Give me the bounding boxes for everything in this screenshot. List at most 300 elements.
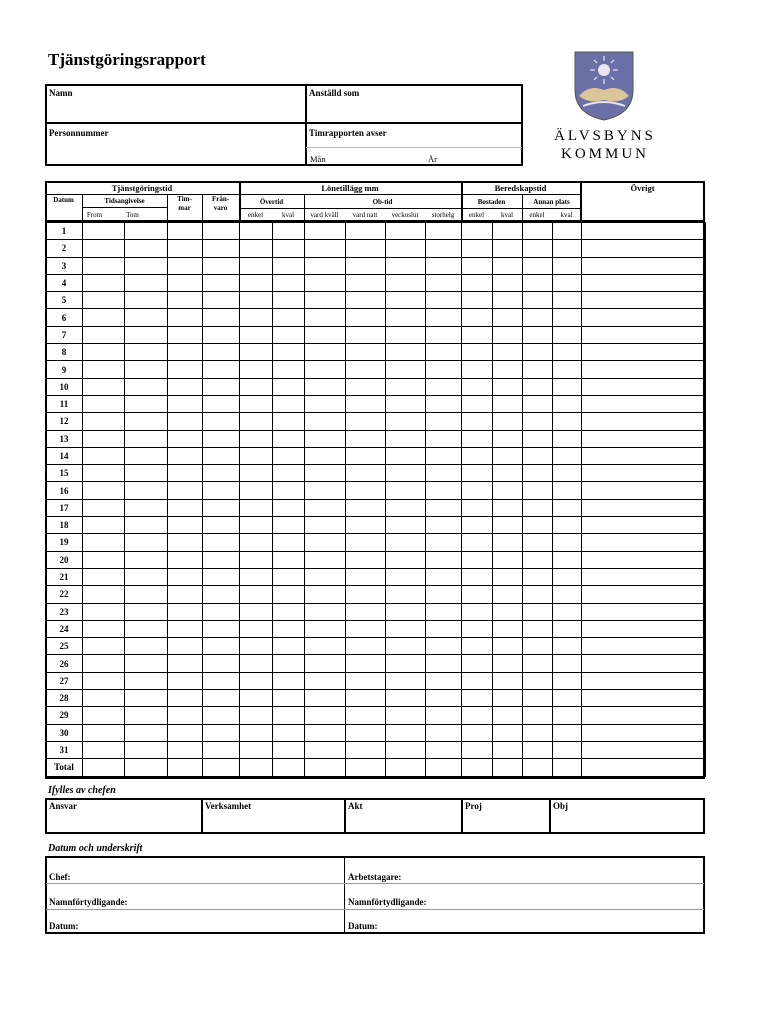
entry-cell[interactable] [426,724,462,741]
entry-cell[interactable] [125,447,168,464]
entry-cell[interactable] [83,309,125,326]
entry-cell[interactable] [346,741,386,758]
entry-cell[interactable] [493,586,523,603]
entry-cell[interactable] [462,309,493,326]
entry-cell[interactable] [493,395,523,412]
entry-cell[interactable] [240,551,273,568]
entry-cell[interactable] [523,447,553,464]
entry-cell[interactable] [305,482,346,499]
entry-cell[interactable] [346,361,386,378]
entry-cell[interactable] [305,534,346,551]
entry-cell[interactable] [493,620,523,637]
entry-cell[interactable] [386,240,426,257]
entry-cell[interactable] [273,655,305,672]
entry-cell[interactable] [240,447,273,464]
entry-cell[interactable] [493,326,523,343]
entry-cell[interactable] [493,568,523,585]
entry-cell[interactable] [553,326,582,343]
entry-cell[interactable] [83,499,125,516]
entry-cell[interactable] [168,395,203,412]
entry-cell[interactable] [493,344,523,361]
entry-cell[interactable] [426,309,462,326]
entry-cell[interactable] [273,759,305,776]
entry-cell[interactable] [305,447,346,464]
entry-cell[interactable] [240,292,273,309]
entry-cell[interactable] [273,344,305,361]
entry-cell[interactable] [305,690,346,707]
entry-cell[interactable] [305,344,346,361]
entry-cell[interactable] [493,655,523,672]
entry-cell[interactable] [168,638,203,655]
entry-cell[interactable] [240,482,273,499]
entry-cell[interactable] [553,482,582,499]
entry-cell[interactable] [386,603,426,620]
entry-cell[interactable] [203,274,240,291]
entry-cell[interactable] [493,309,523,326]
entry-cell[interactable] [386,482,426,499]
entry-cell[interactable] [386,430,426,447]
entry-cell[interactable] [523,690,553,707]
entry-cell[interactable] [523,517,553,534]
entry-cell[interactable] [386,378,426,395]
entry-cell[interactable] [203,724,240,741]
entry-cell[interactable] [83,724,125,741]
entry-cell[interactable] [125,551,168,568]
entry-cell[interactable] [168,482,203,499]
entry-cell[interactable] [168,378,203,395]
entry-cell[interactable] [386,413,426,430]
entry-cell[interactable] [462,344,493,361]
entry-cell[interactable] [426,707,462,724]
entry-cell[interactable] [346,707,386,724]
entry-cell[interactable] [305,309,346,326]
entry-cell[interactable] [203,240,240,257]
entry-cell[interactable] [305,620,346,637]
entry-cell[interactable] [168,361,203,378]
entry-cell[interactable] [346,240,386,257]
entry-cell[interactable] [346,326,386,343]
entry-cell[interactable] [462,447,493,464]
entry-cell[interactable] [125,690,168,707]
entry-cell[interactable] [203,257,240,274]
entry-cell[interactable] [523,326,553,343]
entry-cell[interactable] [83,223,125,240]
entry-cell[interactable] [168,447,203,464]
entry-cell[interactable] [523,430,553,447]
entry-cell[interactable] [553,430,582,447]
entry-cell[interactable] [386,759,426,776]
entry-cell[interactable] [582,551,706,568]
entry-cell[interactable] [426,378,462,395]
entry-cell[interactable] [168,517,203,534]
entry-cell[interactable] [125,309,168,326]
entry-cell[interactable] [125,378,168,395]
entry-cell[interactable] [426,517,462,534]
entry-cell[interactable] [305,223,346,240]
entry-cell[interactable] [523,759,553,776]
entry-cell[interactable] [426,344,462,361]
entry-cell[interactable] [426,741,462,758]
entry-cell[interactable] [240,326,273,343]
entry-cell[interactable] [203,586,240,603]
entry-cell[interactable] [305,326,346,343]
entry-cell[interactable] [386,586,426,603]
entry-cell[interactable] [168,223,203,240]
entry-cell[interactable] [240,620,273,637]
entry-cell[interactable] [426,395,462,412]
entry-cell[interactable] [346,447,386,464]
entry-cell[interactable] [273,638,305,655]
entry-cell[interactable] [346,430,386,447]
entry-cell[interactable] [462,257,493,274]
entry-cell[interactable] [83,361,125,378]
entry-cell[interactable] [125,430,168,447]
entry-cell[interactable] [125,568,168,585]
entry-cell[interactable] [462,690,493,707]
entry-cell[interactable] [426,326,462,343]
entry-cell[interactable] [553,655,582,672]
entry-cell[interactable] [553,223,582,240]
entry-cell[interactable] [346,257,386,274]
entry-cell[interactable] [168,672,203,689]
entry-cell[interactable] [523,240,553,257]
entry-cell[interactable] [168,499,203,516]
entry-cell[interactable] [386,568,426,585]
entry-cell[interactable] [273,326,305,343]
entry-cell[interactable] [305,741,346,758]
entry-cell[interactable] [203,378,240,395]
entry-cell[interactable] [493,257,523,274]
entry-cell[interactable] [125,395,168,412]
entry-cell[interactable] [523,413,553,430]
entry-cell[interactable] [426,413,462,430]
entry-cell[interactable] [203,707,240,724]
entry-cell[interactable] [83,551,125,568]
entry-cell[interactable] [83,274,125,291]
entry-cell[interactable] [203,517,240,534]
entry-cell[interactable] [346,690,386,707]
entry-cell[interactable] [346,672,386,689]
entry-cell[interactable] [240,361,273,378]
entry-cell[interactable] [273,741,305,758]
entry-cell[interactable] [168,759,203,776]
entry-cell[interactable] [582,240,706,257]
entry-cell[interactable] [168,344,203,361]
entry-cell[interactable] [273,620,305,637]
entry-cell[interactable] [426,499,462,516]
entry-cell[interactable] [168,655,203,672]
entry-cell[interactable] [203,361,240,378]
entry-cell[interactable] [240,499,273,516]
entry-cell[interactable] [125,638,168,655]
entry-cell[interactable] [386,724,426,741]
entry-cell[interactable] [240,430,273,447]
entry-cell[interactable] [426,568,462,585]
entry-cell[interactable] [582,741,706,758]
entry-cell[interactable] [305,257,346,274]
entry-cell[interactable] [462,534,493,551]
entry-cell[interactable] [582,707,706,724]
entry-cell[interactable] [346,413,386,430]
entry-cell[interactable] [553,741,582,758]
entry-cell[interactable] [240,655,273,672]
entry-cell[interactable] [203,292,240,309]
entry-cell[interactable] [426,361,462,378]
entry-cell[interactable] [168,724,203,741]
entry-cell[interactable] [462,361,493,378]
entry-cell[interactable] [168,603,203,620]
entry-cell[interactable] [426,603,462,620]
entry-cell[interactable] [346,638,386,655]
entry-cell[interactable] [168,240,203,257]
entry-cell[interactable] [523,551,553,568]
entry-cell[interactable] [523,603,553,620]
entry-cell[interactable] [168,465,203,482]
entry-cell[interactable] [125,361,168,378]
entry-cell[interactable] [553,759,582,776]
entry-cell[interactable] [523,707,553,724]
entry-cell[interactable] [346,344,386,361]
entry-cell[interactable] [83,534,125,551]
entry-cell[interactable] [240,672,273,689]
entry-cell[interactable] [462,707,493,724]
entry-cell[interactable] [523,586,553,603]
entry-cell[interactable] [462,413,493,430]
entry-cell[interactable] [273,395,305,412]
entry-cell[interactable] [240,378,273,395]
entry-cell[interactable] [203,603,240,620]
entry-cell[interactable] [462,223,493,240]
entry-cell[interactable] [386,257,426,274]
entry-cell[interactable] [125,240,168,257]
entry-cell[interactable] [386,395,426,412]
entry-cell[interactable] [493,447,523,464]
entry-cell[interactable] [582,223,706,240]
entry-cell[interactable] [462,568,493,585]
entry-cell[interactable] [582,274,706,291]
entry-cell[interactable] [273,465,305,482]
entry-cell[interactable] [462,638,493,655]
entry-cell[interactable] [582,447,706,464]
entry-cell[interactable] [553,724,582,741]
entry-cell[interactable] [346,223,386,240]
entry-cell[interactable] [386,534,426,551]
entry-cell[interactable] [273,413,305,430]
entry-cell[interactable] [493,465,523,482]
entry-cell[interactable] [493,292,523,309]
entry-cell[interactable] [346,551,386,568]
entry-cell[interactable] [346,309,386,326]
entry-cell[interactable] [273,378,305,395]
entry-cell[interactable] [553,413,582,430]
entry-cell[interactable] [83,741,125,758]
entry-cell[interactable] [83,707,125,724]
entry-cell[interactable] [305,430,346,447]
entry-cell[interactable] [203,551,240,568]
entry-cell[interactable] [553,292,582,309]
entry-cell[interactable] [582,690,706,707]
entry-cell[interactable] [305,551,346,568]
entry-cell[interactable] [582,672,706,689]
entry-cell[interactable] [523,534,553,551]
entry-cell[interactable] [346,465,386,482]
entry-cell[interactable] [203,620,240,637]
entry-cell[interactable] [83,292,125,309]
entry-cell[interactable] [426,447,462,464]
entry-cell[interactable] [346,586,386,603]
entry-cell[interactable] [462,724,493,741]
entry-cell[interactable] [203,413,240,430]
entry-cell[interactable] [523,482,553,499]
entry-cell[interactable] [273,499,305,516]
entry-cell[interactable] [386,292,426,309]
entry-cell[interactable] [168,568,203,585]
entry-cell[interactable] [203,499,240,516]
entry-cell[interactable] [493,690,523,707]
entry-cell[interactable] [168,586,203,603]
entry-cell[interactable] [203,741,240,758]
entry-cell[interactable] [493,499,523,516]
entry-cell[interactable] [168,620,203,637]
entry-cell[interactable] [240,707,273,724]
entry-cell[interactable] [168,690,203,707]
entry-cell[interactable] [462,517,493,534]
entry-cell[interactable] [523,568,553,585]
entry-cell[interactable] [582,326,706,343]
entry-cell[interactable] [426,672,462,689]
entry-cell[interactable] [83,655,125,672]
entry-cell[interactable] [83,447,125,464]
entry-cell[interactable] [83,672,125,689]
entry-cell[interactable] [493,724,523,741]
entry-cell[interactable] [386,655,426,672]
entry-cell[interactable] [582,309,706,326]
entry-cell[interactable] [346,655,386,672]
entry-cell[interactable] [386,638,426,655]
entry-cell[interactable] [273,309,305,326]
entry-cell[interactable] [553,465,582,482]
entry-cell[interactable] [83,395,125,412]
entry-cell[interactable] [83,482,125,499]
entry-cell[interactable] [346,499,386,516]
entry-cell[interactable] [553,707,582,724]
entry-cell[interactable] [582,395,706,412]
entry-cell[interactable] [240,395,273,412]
entry-cell[interactable] [125,326,168,343]
entry-cell[interactable] [203,638,240,655]
entry-cell[interactable] [553,568,582,585]
entry-cell[interactable] [553,499,582,516]
entry-cell[interactable] [305,292,346,309]
entry-cell[interactable] [553,517,582,534]
entry-cell[interactable] [582,534,706,551]
entry-cell[interactable] [346,378,386,395]
entry-cell[interactable] [273,482,305,499]
entry-cell[interactable] [125,413,168,430]
entry-cell[interactable] [523,309,553,326]
entry-cell[interactable] [203,326,240,343]
entry-cell[interactable] [523,638,553,655]
entry-cell[interactable] [523,741,553,758]
entry-cell[interactable] [125,534,168,551]
entry-cell[interactable] [582,568,706,585]
entry-cell[interactable] [240,413,273,430]
entry-cell[interactable] [386,326,426,343]
entry-cell[interactable] [582,361,706,378]
entry-cell[interactable] [462,741,493,758]
entry-cell[interactable] [346,568,386,585]
entry-cell[interactable] [493,638,523,655]
entry-cell[interactable] [462,292,493,309]
entry-cell[interactable] [462,499,493,516]
entry-cell[interactable] [346,724,386,741]
entry-cell[interactable] [426,534,462,551]
entry-cell[interactable] [582,344,706,361]
entry-cell[interactable] [523,499,553,516]
entry-cell[interactable] [553,378,582,395]
entry-cell[interactable] [426,223,462,240]
entry-cell[interactable] [83,759,125,776]
entry-cell[interactable] [168,274,203,291]
entry-cell[interactable] [523,395,553,412]
entry-cell[interactable] [462,274,493,291]
entry-cell[interactable] [426,759,462,776]
entry-cell[interactable] [493,672,523,689]
entry-cell[interactable] [203,690,240,707]
entry-cell[interactable] [125,603,168,620]
entry-cell[interactable] [168,430,203,447]
entry-cell[interactable] [493,430,523,447]
entry-cell[interactable] [346,292,386,309]
entry-cell[interactable] [305,672,346,689]
entry-cell[interactable] [426,551,462,568]
entry-cell[interactable] [523,223,553,240]
entry-cell[interactable] [523,257,553,274]
entry-cell[interactable] [125,274,168,291]
entry-cell[interactable] [386,672,426,689]
entry-cell[interactable] [273,534,305,551]
entry-cell[interactable] [240,638,273,655]
entry-cell[interactable] [305,655,346,672]
entry-cell[interactable] [168,292,203,309]
entry-cell[interactable] [203,465,240,482]
entry-cell[interactable] [305,603,346,620]
entry-cell[interactable] [493,551,523,568]
entry-cell[interactable] [523,361,553,378]
entry-cell[interactable] [305,361,346,378]
entry-cell[interactable] [273,690,305,707]
entry-cell[interactable] [125,655,168,672]
entry-cell[interactable] [582,257,706,274]
entry-cell[interactable] [240,724,273,741]
entry-cell[interactable] [203,223,240,240]
entry-cell[interactable] [462,759,493,776]
entry-cell[interactable] [523,724,553,741]
entry-cell[interactable] [305,274,346,291]
entry-cell[interactable] [125,482,168,499]
entry-cell[interactable] [83,638,125,655]
entry-cell[interactable] [125,586,168,603]
entry-cell[interactable] [386,447,426,464]
entry-cell[interactable] [203,672,240,689]
entry-cell[interactable] [125,741,168,758]
entry-cell[interactable] [493,534,523,551]
entry-cell[interactable] [426,274,462,291]
entry-cell[interactable] [553,672,582,689]
entry-cell[interactable] [240,344,273,361]
entry-cell[interactable] [462,378,493,395]
entry-cell[interactable] [493,482,523,499]
